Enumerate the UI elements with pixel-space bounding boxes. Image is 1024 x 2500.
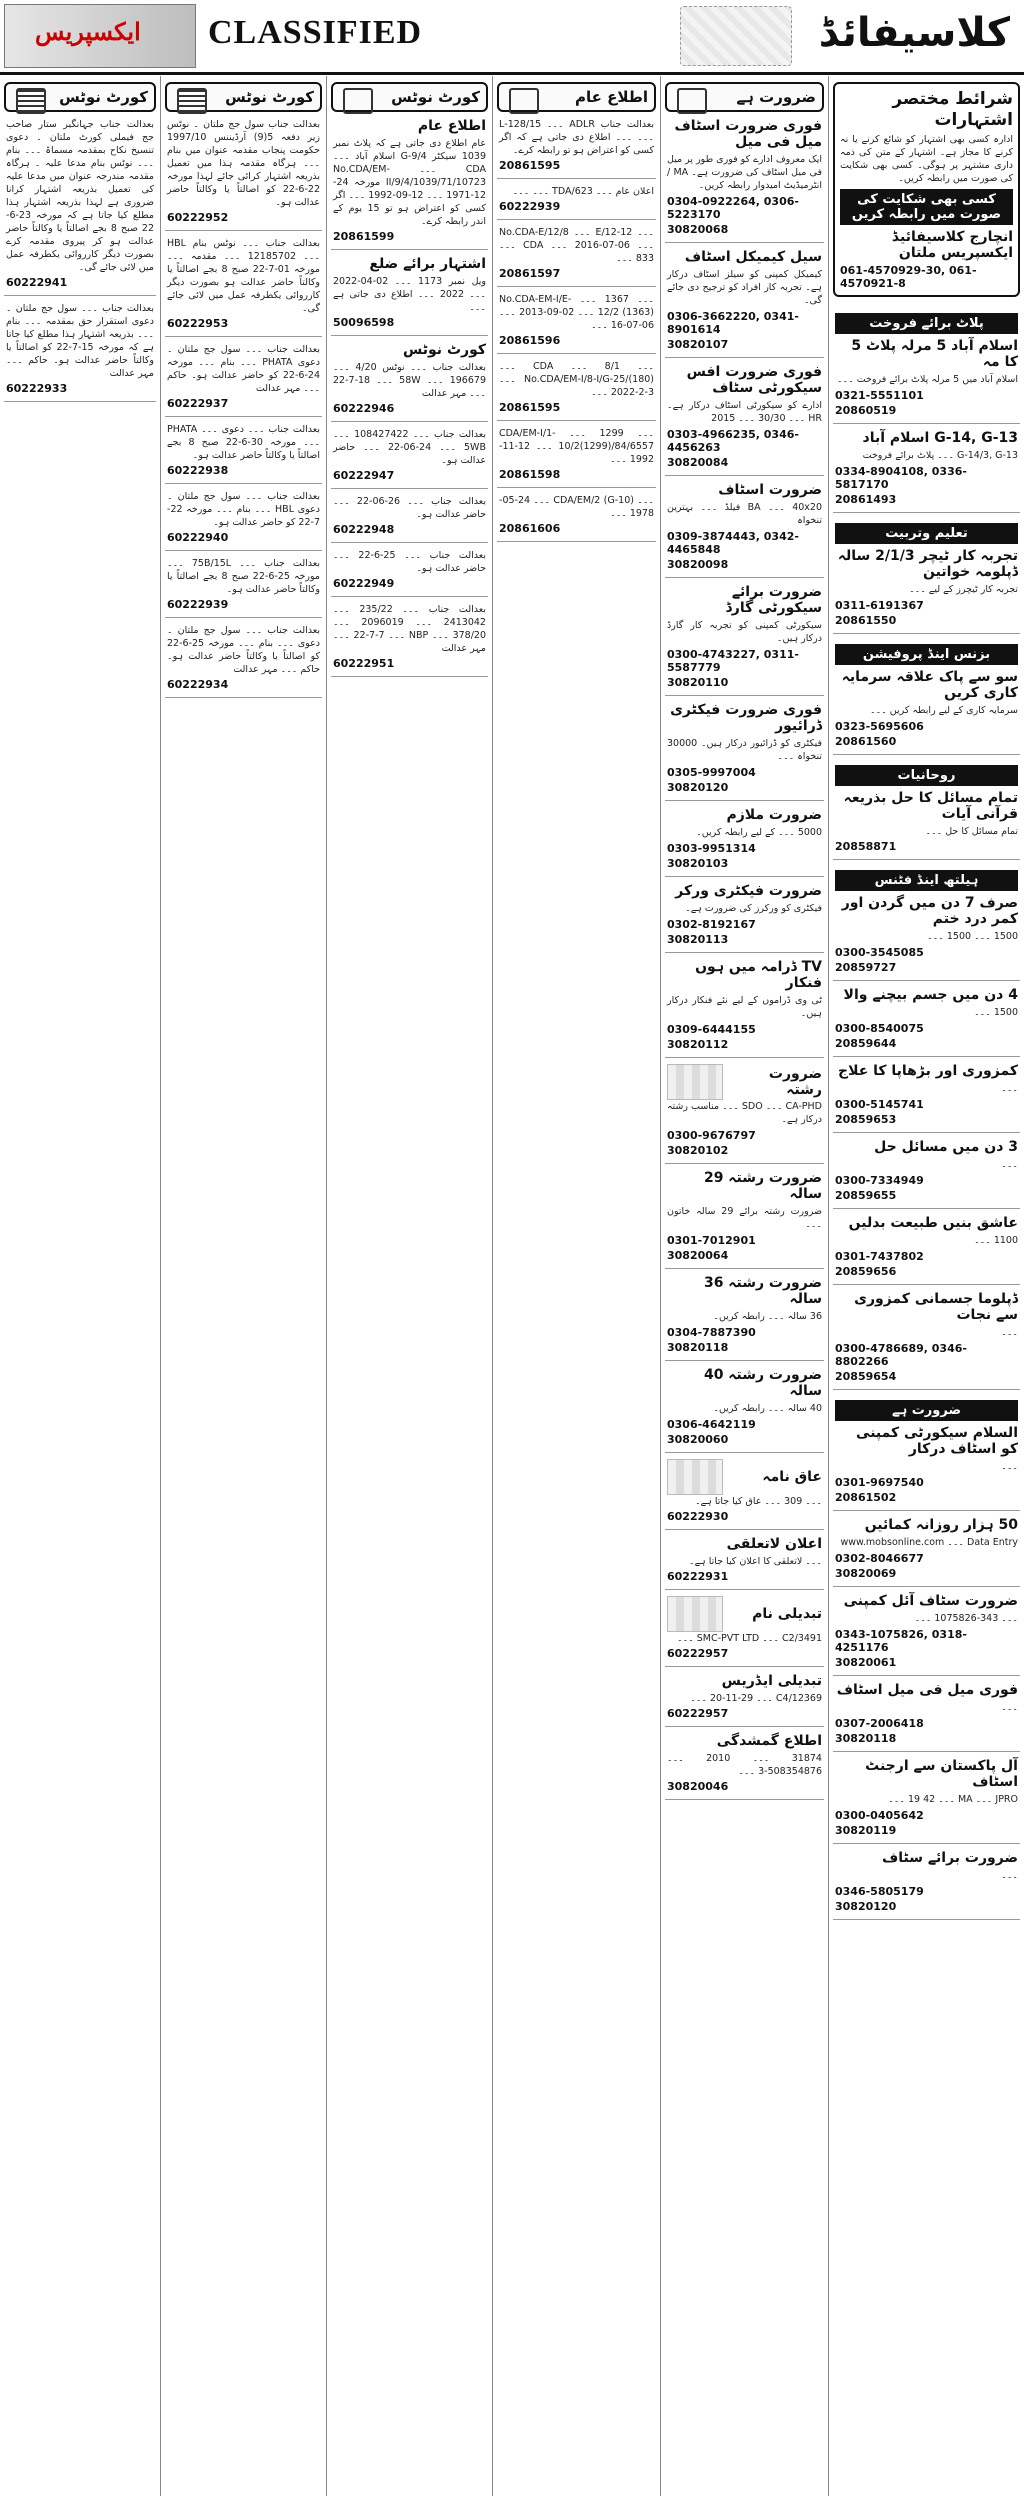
ad-title: فوری ضرورت اسٹاف میل فی میل — [674, 118, 822, 150]
column-court-notice-2 — [160, 76, 326, 2496]
ad-item — [665, 953, 824, 1058]
ad-title: فوری ضرورت افس سیکورٹی سٹاف — [686, 364, 822, 396]
ad-code: 20861599 — [333, 230, 395, 243]
ad-body: G-14/3, G-13 ۔۔۔ پلاٹ برائے فروخت — [862, 450, 1018, 461]
ad-item — [165, 417, 322, 484]
ad-body: بعدالت جناب ۔۔۔ سول جج ملتان ۔ دعوی PHATA ۔۔۔ بنام ۔۔۔ مورخہ 24-6-22 کو حاضر عدالت ہو۔ حاکم ۔۔۔ مہر عدالت — [167, 344, 320, 394]
ad-phone: 0306-3662220, 0341-8901614 — [667, 310, 799, 336]
ad-phone: 0301-7437802 — [835, 1250, 924, 1263]
ad-title: اطلاع عام — [417, 118, 486, 134]
ad-code: 20861596 — [499, 334, 561, 347]
ad-body: ۔۔۔ — [1001, 1461, 1018, 1472]
column-court-notice-3 — [326, 76, 492, 2496]
ad-item — [833, 1587, 1020, 1676]
ad-item — [497, 488, 656, 542]
ad-item — [833, 634, 1020, 755]
ad-item — [331, 422, 488, 489]
ad-code: 20861493 — [835, 493, 897, 506]
ad-title: G-14, G-13 اسلام آباد — [862, 430, 1018, 446]
ad-item — [165, 112, 322, 231]
ad-title: ضرورت رشتہ — [768, 1066, 822, 1098]
ad-body: ۔۔۔ 8/1 ۔۔۔ CDA ۔۔۔ No.CDA/EM-I/8-I/G-25/(180) ۔۔۔ 3-2-2022 ۔۔۔ — [499, 361, 654, 398]
ad-phone: 0300-9676797 — [667, 1129, 756, 1142]
column-terms-and-ads — [828, 76, 1024, 2496]
ad-phone: 0306-4642119 — [667, 1418, 756, 1431]
ad-phone: 0301-9697540 — [835, 1476, 924, 1489]
ad-item — [833, 1057, 1020, 1133]
ad-code: 30820068 — [667, 223, 729, 236]
ad-code: 60222934 — [167, 678, 229, 691]
ad-item — [4, 112, 156, 296]
court-icon — [16, 88, 46, 114]
ad-item — [833, 303, 1020, 424]
ad-item — [665, 696, 824, 801]
ad-code: 30820113 — [667, 933, 729, 946]
terms-box — [833, 82, 1020, 297]
ad-phone: 0307-2006418 — [835, 1717, 924, 1730]
ad-phone: 0323-5695606 — [835, 720, 924, 733]
office-phone: 061-4570929-30, 061-4570921-8 — [840, 264, 977, 290]
ad-code: 30820046 — [667, 1780, 729, 1793]
ad-code: 60222949 — [333, 577, 395, 590]
ad-code: 30820060 — [667, 1433, 729, 1446]
ad-body: 40 سالہ ۔۔۔ رابطہ کریں۔ — [713, 1403, 822, 1414]
category-banner: تعلیم وتربیت — [835, 523, 1018, 544]
ad-title: 4 دن میں جسم بیچنے والا — [843, 987, 1018, 1003]
ad-code: 20859644 — [835, 1037, 897, 1050]
ad-phone: 0300-4743227, 0311-5587779 — [667, 648, 799, 674]
ad-item — [497, 112, 656, 179]
ad-code: 30820061 — [835, 1656, 897, 1669]
ad-body: بعدالت جناب ۔۔۔ سول جج ملتان ۔ دعوی استقرار حق بمقدمہ ۔۔۔ بنام ۔۔۔ بذریعہ اشتہار ہذا مطلع کیا جاتا ہے کہ مورخہ 15-7-22 کو اصالتاً یا وکالتاً حاضر عدالت ہو۔ حاکم ۔۔۔ مہر عدالت — [6, 303, 154, 379]
ad-title: ضرورت ملازم — [726, 807, 822, 823]
ad-phone: 0309-3874443, 0342-4465848 — [667, 530, 799, 556]
ad-title: کمزوری اور بڑھاپا کا علاج — [837, 1063, 1018, 1079]
category-banner: پلاٹ برائے فروخت — [835, 313, 1018, 334]
ad-code: 60222946 — [333, 402, 395, 415]
ad-item — [165, 337, 322, 417]
ad-item — [665, 358, 824, 476]
ad-item — [665, 1361, 824, 1453]
ad-title: ضرورت برائے سٹاف — [881, 1850, 1018, 1866]
ad-phone: 0321-5551101 — [835, 389, 924, 402]
column-court-notice-1 — [0, 76, 160, 2496]
ad-code: 60222930 — [667, 1510, 729, 1523]
ad-title: اعلان لاتعلقی — [726, 1536, 822, 1552]
documents-illustration-icon — [667, 1596, 723, 1632]
ad-code: 20861502 — [835, 1491, 897, 1504]
ad-code: 60222948 — [333, 523, 395, 536]
ad-item — [165, 551, 322, 618]
ad-code: 60222947 — [333, 469, 395, 482]
complaint-banner: کسی بھی شکایت کی صورت میں رابطہ کریں — [840, 189, 1013, 225]
ad-item — [497, 421, 656, 488]
ad-item — [833, 860, 1020, 981]
ad-title: ڈپلوما جسمانی کمزوری سے نجات — [854, 1291, 1018, 1323]
ad-title: TV ڈرامہ میں ہوں فنکار — [695, 959, 822, 991]
ad-item — [833, 1676, 1020, 1752]
ad-phone: 0302-8046677 — [835, 1552, 924, 1565]
ad-item — [833, 1752, 1020, 1844]
ad-item — [833, 1285, 1020, 1390]
ad-phone: 0301-7012901 — [667, 1234, 756, 1247]
ad-item — [665, 1058, 824, 1164]
ad-code: 60222938 — [167, 464, 229, 477]
ad-phone: 0343-1075826, 0318-4251176 — [835, 1628, 967, 1654]
ad-code: 20859655 — [835, 1189, 897, 1202]
ad-phone: 0304-7887390 — [667, 1326, 756, 1339]
ad-title: صرف 7 دن میں گردن اور کمر درد ختم — [841, 895, 1018, 927]
ad-title: اطلاع گمشدگی — [716, 1733, 822, 1749]
ad-title: ضرورت فیکٹری ورکر — [675, 883, 822, 899]
ad-item — [665, 112, 824, 243]
category-banner: ہیلتھ اینڈ فٹنس — [835, 870, 1018, 891]
ad-body: ۔۔۔ — [1001, 1870, 1018, 1881]
ad-code: 60222951 — [333, 657, 395, 670]
ad-title: تبدیلی نام — [752, 1606, 822, 1622]
ad-code: 60222937 — [167, 397, 229, 410]
section-heading — [665, 82, 824, 112]
ad-title: 50 ہزار روزانہ کمائیں — [864, 1517, 1018, 1533]
category-banner: روحانیات — [835, 765, 1018, 786]
ad-body: بعدالت جناب ۔۔۔ سول جج ملتان ۔ دعوی HBL ۔۔۔ بنام ۔۔۔ مورخہ 22-7-22 کو حاضر عدالت ہو۔ — [167, 491, 320, 528]
ad-body: کیمیکل کمپنی کو سیلز اسٹاف درکار ہے۔ تجربہ کار افراد کو ترجیح دی جائے گی۔ — [667, 269, 822, 306]
ad-body: 40x20 ۔۔۔ BA فیلڈ ۔۔۔ بہترین تنخواہ — [667, 502, 822, 526]
ad-body: ۔۔۔ لاتعلقی کا اعلان کیا جاتا ہے۔ — [689, 1556, 822, 1567]
section-heading — [497, 82, 656, 112]
megaphone-icon — [509, 88, 539, 114]
ad-phone: 0305-9997004 — [667, 766, 756, 779]
ad-body: ایک معروف ادارے کو فوری طور پر میل فی میل اسٹاف کی ضرورت ہے۔ MA / انٹرمیڈیٹ امیدوار رابطہ کریں۔ — [667, 154, 822, 191]
ad-title: فوری ضرورت فیکٹری ڈرائیور — [670, 702, 822, 734]
ad-code: 30820112 — [667, 1038, 729, 1051]
ad-item — [833, 424, 1020, 513]
ad-phone: 0300-8540075 — [835, 1022, 924, 1035]
ad-phone: 0303-9951314 — [667, 842, 756, 855]
ad-body: بعدالت جناب ۔۔۔ نوٹس 4/20 ۔۔۔ 196679 ۔۔۔ 58W ۔۔۔ 18-7-22 ۔۔۔ مہر عدالت — [333, 362, 486, 399]
ad-body: بعدالت جناب ۔۔۔ سول جج ملتان ۔ دعوی ۔۔۔ بنام ۔۔۔ مورخہ 25-6-22 کو اصالتاً یا وکالتاً حاضر عدالت ہو۔ حاکم ۔۔۔ مہر عدالت — [167, 625, 320, 675]
ad-body: ۔۔۔ — [1001, 1083, 1018, 1094]
ad-title: تبدیلی ایڈریس — [721, 1673, 822, 1689]
ad-item — [665, 1530, 824, 1590]
ad-code: 20859727 — [835, 961, 897, 974]
ad-title: کورٹ نوٹس — [402, 342, 486, 358]
ad-item — [833, 1133, 1020, 1209]
ad-body: ۔۔۔ CDA/EM/2 (G-10) ۔۔۔ 24-05-1978 ۔۔۔ — [499, 495, 654, 519]
handshake-icon — [677, 88, 707, 114]
ad-item — [497, 220, 656, 287]
ad-body: بعدالت جناب ۔۔۔ نوٹس بنام HBL ۔۔۔ 12185702 ۔۔۔ مقدمہ ۔۔۔ مورخہ 01-7-22 صبح 8 بجے اصالتاً یا وکالتاً حاضر عدالت ہو بصورت دیگر کارروائی یکطرفہ عمل میں لائی جائے گی۔ — [167, 238, 321, 314]
ad-code: 30820120 — [667, 781, 729, 794]
ad-code: 60222933 — [6, 382, 68, 395]
ad-code: 20860519 — [835, 404, 897, 417]
ad-code: 20861606 — [499, 522, 561, 535]
ad-item — [165, 231, 322, 337]
ad-code: 60222940 — [167, 531, 229, 544]
ad-body: ۔۔۔ 309 ۔۔۔ عاق کیا جاتا ہے۔ — [695, 1496, 822, 1507]
ad-item — [665, 476, 824, 578]
ad-title: اسلام آباد 5 مرلہ پلاٹ 5 کا مہ — [851, 338, 1018, 370]
ad-phone: 0346-5805179 — [835, 1885, 924, 1898]
ad-item — [665, 578, 824, 696]
ad-code: 50096598 — [333, 316, 395, 329]
ad-body: بعدالت جناب جہانگیر ستار صاحب جج فیملی کورٹ ملتان ۔ دعوی تنسیخ نکاح بمقدمہ مسماۃ ۔۔۔ بنام ۔۔۔ نوٹس بنام مدعا علیہ ۔ ہرگاہ مقدمہ مندرجہ عنوان میں مدعا علیہ کی تعمیل بذریعہ اشتہار کرانا ضروری ہے لہذا بذریعہ اشتہار ہذا مطلع کیا جاتا ہے کہ مورخہ 23-6-22 صبح 8 بجے اصالتاً یا وکالتاً حاضر عدالت ہو کر پیروی مقدمہ کرے بصورت دیگر کارروائی یکطرفہ عمل میں لائی جائے گی۔ — [6, 119, 154, 273]
ad-title: تجربہ کار ٹیچر 2/1/3 سالہ ڈپلومہ خواتین — [837, 548, 1018, 580]
ad-body: سیکورٹی کمپنی کو تجربہ کار گارڈ درکار ہیں۔ — [667, 620, 822, 644]
ad-body: 5000 ۔۔۔ کے لیے رابطہ کریں۔ — [696, 827, 822, 838]
ad-body: بعدالت جناب ۔۔۔ 235/22 ۔۔۔ 2413042 ۔۔۔ 2096019 ۔۔۔ 378/20 ۔۔۔ NBP ۔۔۔ 7-7-22 ۔۔۔ مہر عدالت — [333, 604, 486, 654]
section-heading — [331, 82, 488, 112]
ad-item — [331, 543, 488, 597]
ad-item — [665, 1727, 824, 1800]
ad-phone: 0300-3545085 — [835, 946, 924, 959]
page-header — [0, 0, 1024, 75]
ad-body: بعدالت جناب سول جج ملتان ۔ نوٹس زیر دفعہ 5(9) آرڈیننس 1997/10 حکومت پنجاب مقدمہ عنوان میں بنام ۔۔۔ ہرگاہ مقدمہ ہذا میں تعمیل بذریعہ اشتہار کرائی جائے لہذا مورخہ 22-6-22 کو اصالتاً یا وکالتاً حاضر عدالت ہو۔ — [167, 119, 320, 208]
ad-code: 60222941 — [6, 276, 68, 289]
ad-body: ۔۔۔ — [1001, 1702, 1018, 1713]
chain-illustration-icon — [667, 1459, 723, 1495]
ad-body: تجربہ کار ٹیچرز کے لیے ۔۔۔ — [909, 584, 1018, 595]
ad-phone: 0304-0922264, 0306-5223170 — [667, 195, 799, 221]
ad-body: بعدالت جناب ۔۔۔ دعوی ۔۔۔ PHATA ۔۔۔ مورخہ 30-6-22 صبح 8 بجے اصالتاً یا وکالتاً حاضر عدالت ہو۔ — [167, 424, 320, 461]
ad-code: 30820084 — [667, 456, 729, 469]
ad-body: ضرورت رشتہ برائے 29 سالہ خاتون ۔۔۔ — [667, 1206, 823, 1230]
ad-body: ادارے کو سیکورٹی اسٹاف درکار ہے۔ HR ۔۔۔ 30/30 ۔۔۔ 2015 — [667, 400, 822, 424]
section-heading-label: کورٹ نوٹس — [391, 88, 480, 106]
ad-item — [665, 1453, 824, 1530]
section-heading — [4, 82, 156, 112]
ad-phone: 0334-8904108, 0336-5817170 — [835, 465, 967, 491]
ad-title: ضرورت رشتہ 29 سالہ — [703, 1170, 822, 1202]
ad-body: 31874 ۔۔۔ 2010 ۔۔۔ 508354876-3 ۔۔۔ — [667, 1753, 822, 1777]
logo-text: ایکسپریس — [35, 17, 141, 46]
ad-title: فوری میل فی میل اسٹاف — [836, 1682, 1018, 1698]
ad-code: 30820120 — [835, 1900, 897, 1913]
ad-phone: 0302-8192167 — [667, 918, 756, 931]
ad-title: اشتہار برائے ضلع — [369, 256, 486, 272]
section-heading — [165, 82, 322, 112]
ad-phone: 0300-7334949 — [835, 1174, 924, 1187]
ad-body: ۔۔۔ 1367 ۔۔۔ No.CDA-EM-I/E-12/2 (1363) ۔۔۔ 02-09-2013 ۔۔۔ 06-07-16 ۔۔۔ — [499, 294, 654, 331]
ad-item — [833, 513, 1020, 634]
ad-body: عام اطلاع دی جاتی ہے کہ پلاٹ نمبر 1039 سیکٹر G-9/4 اسلام آباد ۔۔۔ CDA ۔۔۔ No.CDA/EM-II/9/4/1039/71/10723 مورخہ 24-12-1971 ۔۔۔ 12-09-1992 ۔۔۔ اگر کسی کو اعتراض ہو تو 15 یوم کے اندر رابطہ کرے۔ — [333, 138, 486, 227]
ad-body: تمام مسائل کا حل ۔۔۔ — [925, 826, 1018, 837]
ad-code: 20859654 — [835, 1370, 897, 1383]
ad-code: 60222957 — [667, 1707, 729, 1720]
ad-body: سرمایہ کاری کے لیے رابطہ کریں ۔۔۔ — [870, 705, 1018, 716]
ad-body: بعدالت جناب ۔۔۔ 25-6-22 ۔۔۔ حاضر عدالت ہو۔ — [333, 550, 486, 574]
ad-title: سیل کیمیکل اسٹاف — [684, 249, 822, 265]
ad-body: ۔۔۔ 343-1075826 ۔۔۔ — [914, 1613, 1018, 1624]
ad-item — [833, 1844, 1020, 1920]
section-heading-label: اطلاع عام — [574, 88, 648, 106]
ad-item — [331, 489, 488, 543]
ad-title: تمام مسائل کا حل بذریعہ قرآنی آیات — [843, 790, 1018, 822]
column-wanted — [660, 76, 828, 2496]
ad-code: 30820103 — [667, 857, 729, 870]
section-heading-label: ضرورت ہے — [736, 88, 816, 106]
ad-code: 60222957 — [667, 1647, 729, 1660]
ad-body: بعدالت جناب ۔۔۔ 75B/15L ۔۔۔ مورخہ 25-6-22 صبح 8 بجے اصالتاً یا وکالتاً حاضر عدالت ہو۔ — [167, 558, 321, 595]
ad-code: 20861550 — [835, 614, 897, 627]
ad-title: ضرورت رشتہ 40 سالہ — [703, 1367, 822, 1399]
ad-item — [665, 1269, 824, 1361]
ad-code: 30820064 — [667, 1249, 729, 1262]
ad-body: 1100 ۔۔۔ — [974, 1235, 1018, 1246]
ad-code: 30820098 — [667, 558, 729, 571]
ad-code: 20861598 — [499, 468, 561, 481]
ad-code: 20858871 — [835, 840, 897, 853]
ad-phone: 0309-6444155 — [667, 1023, 756, 1036]
ad-code: 30820069 — [835, 1567, 897, 1580]
ad-body: 1500 ۔۔۔ 1500 ۔۔۔ — [927, 931, 1018, 942]
ad-item — [833, 1209, 1020, 1285]
terms-heading: شرائط مختصر اشتہارات — [892, 89, 1013, 130]
ad-title: ضرورت رشتہ 36 سالہ — [703, 1275, 822, 1307]
ad-item — [331, 112, 488, 250]
title-urdu: کلاسیفائڈ — [818, 10, 1010, 56]
couple-illustration-icon — [667, 1064, 723, 1100]
ad-code: 20861595 — [499, 159, 561, 172]
ad-item — [665, 877, 824, 953]
ad-body: فیکٹری کو ڈرائیور درکار ہیں۔ 30000 تنخواہ ۔۔۔ — [667, 738, 822, 762]
ad-phone: 0300-0405642 — [835, 1809, 924, 1822]
ad-body: Data Entry ۔۔۔ www.mobsonline.com — [840, 1537, 1018, 1548]
ad-item — [497, 179, 656, 220]
ad-body: ویل نمبر 1173 ۔۔۔ 02-04-2022 ۔۔۔ 2022 ۔۔۔ اطلاع دی جاتی ہے ۔۔۔ — [333, 276, 486, 313]
ad-item — [165, 618, 322, 698]
ad-body: C2/3491 ۔۔۔ SMC-PVT LTD ۔۔۔ — [677, 1633, 822, 1644]
ad-body: فیکٹری کو ورکرز کی ضرورت ہے۔ — [685, 903, 822, 914]
ad-body: ۔۔۔ 12-E/12 ۔۔۔ No.CDA-E/12/8 ۔۔۔ 06-07-2016 ۔۔۔ CDA ۔۔۔ 833 ۔۔۔ — [499, 227, 654, 264]
ad-title: ضرورت سٹاف آئل کمپنی — [843, 1593, 1018, 1609]
ad-item — [331, 336, 488, 422]
ad-body: C4/12369 ۔۔۔ 29-11-20 ۔۔۔ — [690, 1693, 822, 1704]
ad-body: 1500 ۔۔۔ — [974, 1007, 1018, 1018]
ad-code: 60222953 — [167, 317, 229, 330]
ad-title: سو سے پاک علاقہ سرمایہ کاری کریں — [841, 669, 1018, 701]
ad-code: 30820107 — [667, 338, 729, 351]
ad-item — [665, 1164, 824, 1269]
express-logo — [4, 4, 196, 68]
ad-code: 30820102 — [667, 1144, 729, 1157]
ad-body: اعلان عام ۔۔۔ 623/TDA ۔۔۔ ۔۔۔ — [512, 186, 654, 197]
ad-code: 60222931 — [667, 1570, 729, 1583]
ad-item — [165, 484, 322, 551]
ad-code: 20861597 — [499, 267, 561, 280]
category-banner: بزنس اینڈ پروفیشن — [835, 644, 1018, 665]
ad-phone: 0300-4786689, 0346-8802266 — [835, 1342, 967, 1368]
ad-item — [331, 250, 488, 336]
ad-code: 30820110 — [667, 676, 729, 689]
ad-title: عاق نامہ — [762, 1469, 822, 1485]
ad-body: بعدالت جناب ۔۔۔ 26-06-22 ۔۔۔ حاضر عدالت ہو۔ — [333, 496, 486, 520]
ad-title: 3 دن میں مسائل حل — [874, 1139, 1018, 1155]
ad-code: 20859656 — [835, 1265, 897, 1278]
ad-item — [497, 287, 656, 354]
ad-body: بعدالت جناب ۔۔۔ 108427422 ۔۔۔ 5WB ۔۔۔ 24-06-22 ۔۔۔ حاضر عدالت ہو۔ — [333, 429, 486, 466]
ad-body: 36 سالہ ۔۔۔ رابطہ کریں۔ — [713, 1311, 822, 1322]
column-public-notice — [492, 76, 660, 2496]
ad-item — [4, 296, 156, 402]
ad-code: 60222939 — [167, 598, 229, 611]
office-name: انچارج کلاسیفائیڈ ایکسپریس ملتان — [891, 229, 1013, 261]
ad-item — [665, 1667, 824, 1727]
ad-body: ٹی وی ڈراموں کے لیے نئے فنکار درکار ہیں۔ — [667, 995, 822, 1019]
ad-phone: 0311-6191367 — [835, 599, 924, 612]
ad-body: CA-PHD ۔۔۔ SDO ۔۔۔ مناسب رشتہ درکار ہے۔ — [666, 1101, 822, 1125]
ad-title: السلام سیکورٹی کمپنی کو اسٹاف درکار — [856, 1425, 1018, 1457]
ad-code: 30820118 — [835, 1732, 897, 1745]
ad-body: ۔۔۔ — [1001, 1159, 1018, 1170]
ad-title: آل پاکستان سے ارجنٹ اسٹاف — [865, 1758, 1018, 1790]
ad-title: ضرورت برائے سیکورٹی گارڈ — [725, 584, 822, 616]
ad-body: ۔۔۔ 1299 ۔۔۔ CDA/EM-I/1-10/2(1299)/84/6557 ۔۔۔ 12-11-1992 ۔۔۔ — [499, 428, 654, 465]
ad-phone: 0303-4966235, 0346-4456263 — [667, 428, 799, 454]
ad-item — [833, 1390, 1020, 1511]
ad-code: 20859653 — [835, 1113, 897, 1126]
title-english: CLASSIFIED — [208, 14, 423, 51]
ad-body: JPRO ۔۔۔ MA ۔۔۔ 42 19 ۔۔۔ — [888, 1794, 1018, 1805]
ad-body: ۔۔۔ — [1001, 1327, 1018, 1338]
ad-code: 20861560 — [835, 735, 897, 748]
ad-item — [331, 597, 488, 677]
ad-title: عاشق بنیں طبیعت بدلیں — [848, 1215, 1018, 1231]
category-banner: ضرورت ہے — [835, 1400, 1018, 1421]
ad-item — [833, 755, 1020, 860]
ad-code: 60222939 — [499, 200, 561, 213]
terms-body: ادارہ کسی بھی اشتہار کو شائع کرنے یا نہ کرنے کا مجاز ہے۔ اشتہار کے متن کی ذمہ داری مشتہر پر ہوگی۔ کسی بھی شکایت کی صورت میں رابطہ کریں۔ — [840, 134, 1013, 184]
ad-code: 20861595 — [499, 401, 561, 414]
ad-title: ضرورت اسٹاف — [718, 482, 822, 498]
ad-item — [833, 981, 1020, 1057]
ad-item — [497, 354, 656, 421]
scales-icon — [343, 88, 373, 114]
ad-item — [665, 801, 824, 877]
ad-item — [665, 1590, 824, 1667]
ad-code: 30820119 — [835, 1824, 897, 1837]
section-heading-label: کورٹ نوٹس — [225, 88, 314, 106]
newspaper-illustration-icon — [680, 6, 792, 66]
ad-body: اسلام آباد میں 5 مرلہ پلاٹ برائے فروخت ۔۔۔ — [836, 374, 1018, 385]
section-heading-label: کورٹ نوٹس — [59, 88, 148, 106]
ad-item — [665, 243, 824, 358]
court-icon — [177, 88, 207, 114]
ad-phone: 0300-5145741 — [835, 1098, 924, 1111]
ad-code: 30820118 — [667, 1341, 729, 1354]
ad-body: بعدالت جناب ADLR ۔۔۔ 128/15-L ۔۔۔ ۔۔۔ اطلاع دی جاتی ہے کہ اگر کسی کو اعتراض ہو تو رابطہ کرے۔ — [499, 119, 654, 156]
ad-code: 60222952 — [167, 211, 229, 224]
ad-item — [833, 1511, 1020, 1587]
